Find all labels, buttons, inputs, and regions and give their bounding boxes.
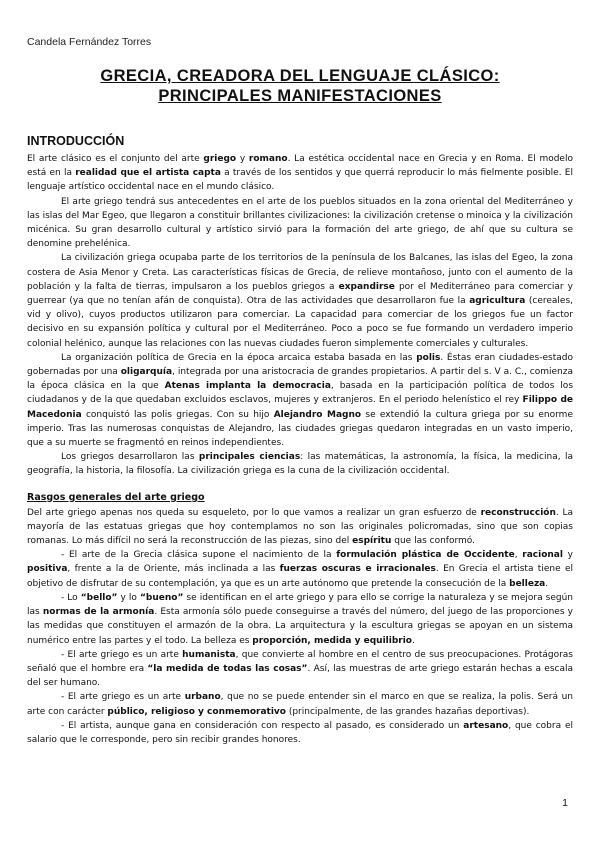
intro-paragraph-3: La civilización griega ocupaba parte de los territorios de la península de los Balcanes, las islas del Egeo, la zona costera de Asia Menor y Creta. Las características físicas de Grecia, de relieve montañoso, junto con el aumento de la población y la falta de tierras, impulsaron a los pueblos griegos a expandirse por el Mediterráneo para comerciar y guerrear (ya que no tenían afán de conquista). Otra de las actividades que desarrollaron fue la agricultura (cereales, vid y olivo), cuyos productos utilizaron para comerciar. La capacidad para comerciar de los griegos fue un factor decisivo en su expansión política y cultural por el Mediterráneo. Poco a poco se fue formando un verdadero imperio colonial helénico, aunque las relaciones con las nuevas ciudades fueron simplemente comerciales y culturales. xyxy=(27,253,574,349)
rasgos-bullet-4: - El arte griego es un arte urbano, que no se puede entender sin el marco en que se realiza, la polis. Será un arte con carácter público, religioso y conmemorativo (principalmente, de las grandes hazañas deportivas). xyxy=(27,692,573,717)
rasgos-bullet-5: - El artista, aunque gana en consideración con respecto al pasado, es considerado un artesano, que cobra el salario que le corresponde, pero sin recibir grandes honores. xyxy=(27,720,573,745)
intro-paragraph-5: Los griegos desarrollaron las principales ciencias: las matemáticas, la astronomía, la física, la medicina, la geografía, la historia, la filosofía. La civilización griega es la cuna de la civilización occidental. xyxy=(27,452,573,477)
intro-paragraph-4: La organización política de Grecia en la época arcaica estaba basada en las polis. Éstas eran ciudades-estado gobernadas por una oligarquía, integrada por una aristocracia de grandes propietarios. A partir del s. V a. C., comienza la época clásica en la que Atenas implanta la democracia, basada en la participación política de todos los ciudadanos y de la que quedaban excluidos esclavos, mujeres y extranjeros. En el periodo helenístico el rey Filippo de Macedonia conquistó las polis griegas. Con su hijo Alejandro Magno se extendió la cultura griega por su enorme imperio. Tras las numerosas conquistas de Alejandro, las ciudades griegas quedaron integradas en un vasto imperio, que a su muerte se fragmentó en reinos independientes. xyxy=(27,352,574,449)
rasgos-paragraph-1: Del arte griego apenas nos queda su esqueleto, por lo que vamos a realizar un gran esfuerzo de reconstrucción. La mayoría de las estatuas griegas que hoy contemplamos no son las originales policromadas, sino que son copias romanas. Lo más difícil no será la reconstrucción de las piezas, sino del espíritu que las conformó. xyxy=(27,507,573,547)
rasgos-bullet-1: - El arte de la Grecia clásica supone el nacimiento de la formulación plástica de Occidente, racional y positiva, frente a la de Oriente, más inclinada a las fuerzas oscuras e irracionales. En Grecia el artista tiene el objetivo de disfrutar de su contemplación, ya que es un arte autónomo que pretende la consecución de la belleza. xyxy=(27,550,573,589)
title-line-2: PRINCIPALES MANIFESTACIONES xyxy=(158,87,442,105)
intro-paragraph-2: El arte griego tendrá sus antecedentes en el arte de los pueblos situados en la zona oriental del Mediterráneo y las islas del Mar Egeo, que llegaron a constituir brillantes civilizaciones: la civilización cretense o minoica y la civilización micénica. Su gran desarrollo cultural y artístico sirvió para la formación del arte griego, de ahí que su cultura se denomine prehelénica. xyxy=(27,196,573,250)
rasgos-bullet-3: - El arte griego es un arte humanista, que convierte al hombre en el centro de sus preocupaciones. Protágoras señaló que el hombre era “la medida de todas las cosas”. Así, las muestras de arte griego estarán hechas a escala del ser humano. xyxy=(27,649,573,689)
document-body xyxy=(27,133,573,747)
intro-paragraph-1: El arte clásico es el conjunto del arte griego y romano. La estética occidental nace en Grecia y en Roma. El modelo está en la realidad que el artista capta a través de los sentidos y que querrá reproducir lo más fielmente posible. El lenguaje artístico occidental nace en el mundo clásico. xyxy=(27,154,573,193)
author-name: Candela Fernández Torres xyxy=(27,36,152,48)
title-line-1: GRECIA, CREADORA DEL LENGUAJE CLÁSICO: xyxy=(100,67,500,85)
rasgos-bullet-2: - Lo “bello” y lo “bueno” se identifican en el arte griego y para ello se corrige la naturaleza y se mejora según las normas de la armonía. Esta armonía sólo puede conseguirse a través del número, del juego de las proporciones y las medidas que constituyen el armazón de la obra. La arquitectura y la escultura griegas se apoyan en un sistema numérico entre las partes y el todo. La belleza es proporción, medida y equilibrio. xyxy=(27,592,573,646)
section-heading-introduccion: INTRODUCCIÓN xyxy=(27,134,125,148)
section-heading-rasgos: Rasgos generales del arte griego xyxy=(27,491,205,503)
page-title xyxy=(20,66,580,106)
page-number: 1 xyxy=(562,797,568,809)
